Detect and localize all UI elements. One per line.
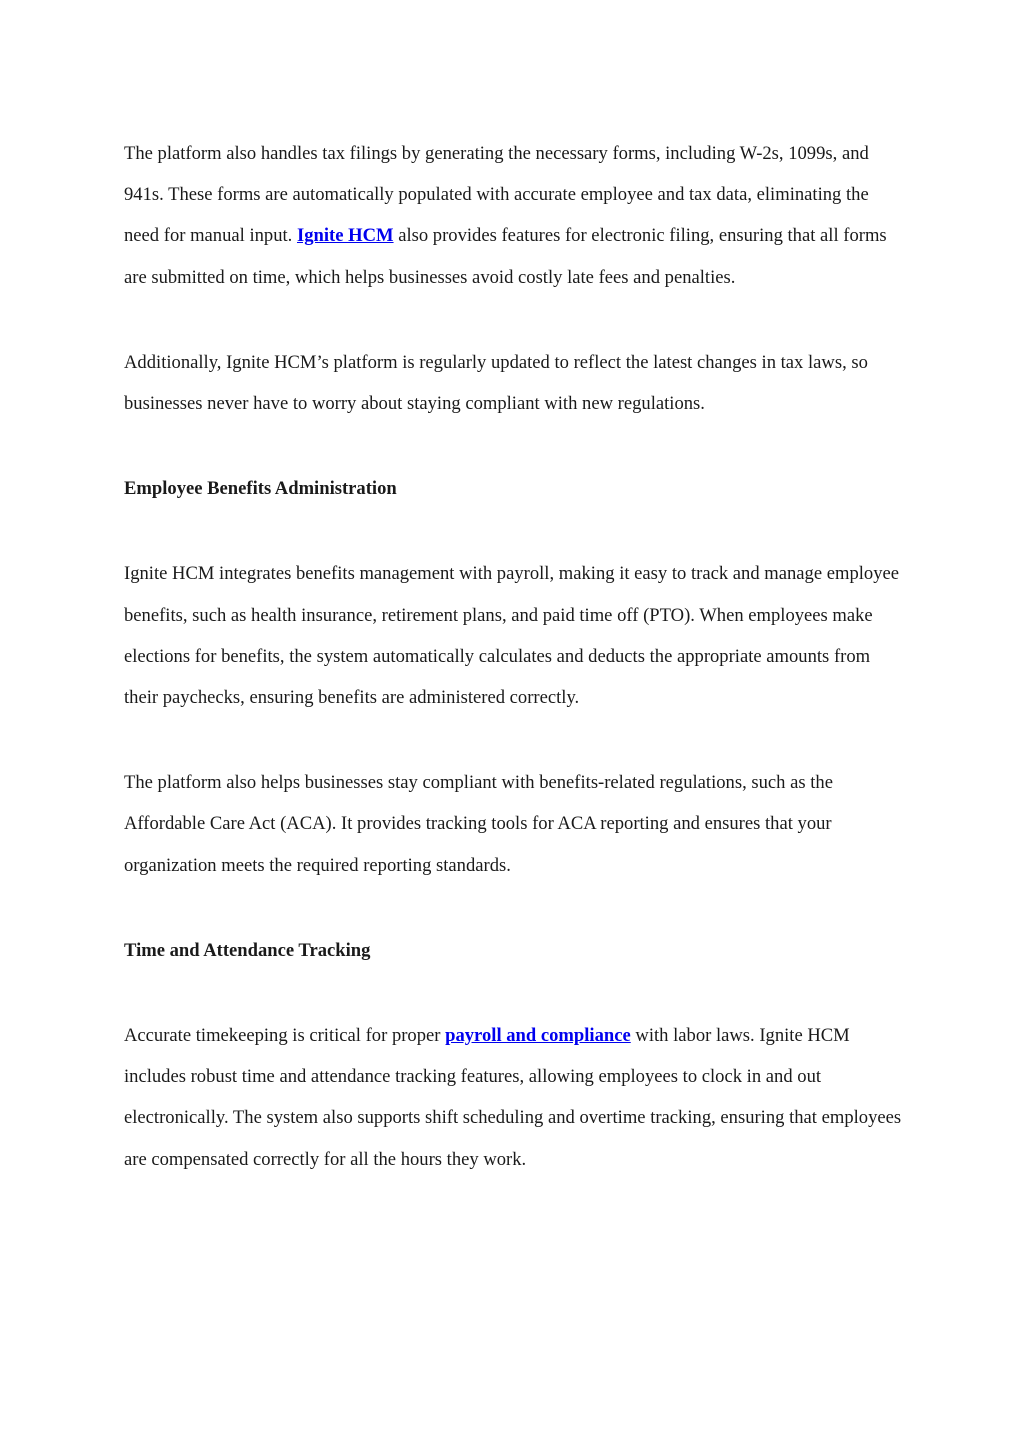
heading-time-attendance: Time and Attendance Tracking bbox=[124, 939, 371, 961]
payroll-compliance-link[interactable]: payroll and compliance bbox=[445, 1025, 631, 1047]
paragraph-benefits-management: Ignite HCM integrates benefits management with payroll, making it easy to track and manage employee benefits, such as health insurance, retirement plans, and paid time off (PTO). When employees make elections for benefits, the system automatically calculates and deducts the appropriate amounts from their paychecks, ensuring benefits are administered correctly. bbox=[124, 563, 900, 709]
paragraph-aca-compliance: The platform also helps businesses stay compliant with benefits-related regulations, such as the Affordable Care Act (ACA). It provides tracking tools for ACA reporting and ensures that your organization meets the required reporting standards. bbox=[124, 772, 833, 876]
ignite-hcm-link[interactable]: Ignite HCM bbox=[296, 225, 394, 247]
heading-employee-benefits: Employee Benefits Administration bbox=[124, 478, 397, 500]
paragraph-tax-updates: Additionally, Ignite HCM’s platform is regularly updated to reflect the latest changes in tax laws, so businesses never have to worry about staying compliant with new regulations. bbox=[124, 351, 868, 415]
paragraph-tax-filings bbox=[124, 133, 904, 298]
paragraph-text: The platform also handles tax filings by generating the necessary forms, including W-2s, 1099s, and 941s. These forms are automatically populated with accurate employee and tax data, eliminating the need for manual input. bbox=[124, 143, 869, 247]
document-body bbox=[124, 133, 904, 1224]
paragraph-timekeeping bbox=[124, 1015, 904, 1180]
paragraph-text: with labor laws. Ignite HCM includes robust time and attendance tracking features, allowing employees to clock in and out electronically. The system also supports shift scheduling and overtime tracking, ensuring that employees are compensated correctly for all the hours they work. bbox=[124, 1025, 902, 1170]
paragraph-text: also provides features for electronic filing, ensuring that all forms are submitted on time, which helps businesses avoid costly late fees and penalties. bbox=[124, 225, 887, 288]
paragraph-text: Accurate timekeeping is critical for proper bbox=[124, 1025, 446, 1047]
